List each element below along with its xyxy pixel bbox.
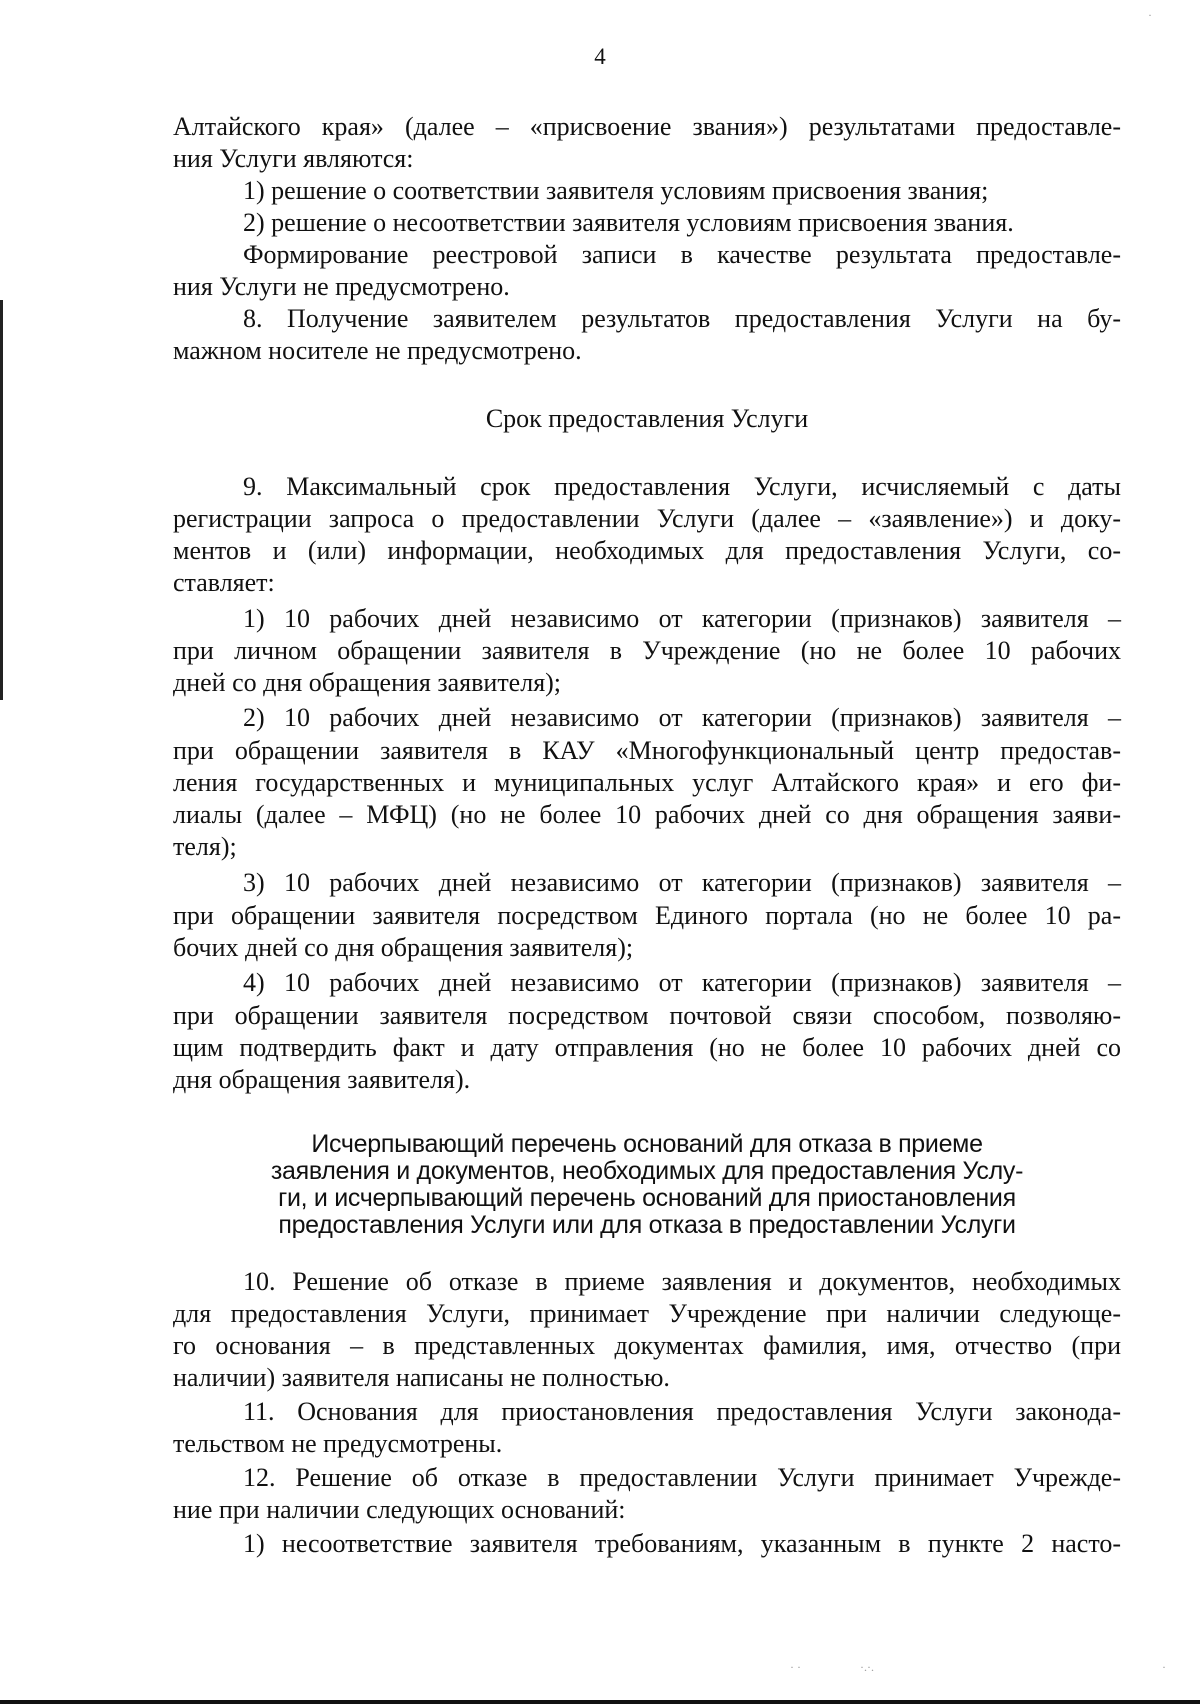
text-line: 3) 10 рабочих дней независимо от категории (признаков) заявителя – bbox=[243, 868, 1121, 897]
text-line: 9. Максимальный срок предоставления Услуги, исчисляемый с даты bbox=[243, 472, 1121, 501]
text-line: тельством не предусмотрены. bbox=[173, 1429, 503, 1458]
text-line: ния Услуги являются: bbox=[173, 144, 414, 173]
text-line: мажном носителе не предусмотрено. bbox=[173, 336, 582, 365]
text-line: при обращении заявителя посредством Единого портала (но не более 10 ра- bbox=[173, 901, 1121, 930]
text-line: Алтайского края» (далее – «присвоение звания») результатами предоставле- bbox=[173, 112, 1121, 141]
section-heading-line: Исчерпывающий перечень оснований для отказа в приеме bbox=[311, 1130, 983, 1158]
text-line: ние при наличии следующих оснований: bbox=[173, 1495, 626, 1524]
text-line: ментов и (или) информации, необходимых для предоставления Услуги, со- bbox=[173, 536, 1121, 565]
text-line: при обращении заявителя в КАУ «Многофункциональный центр предостав- bbox=[173, 736, 1121, 765]
text-line: дней со дня обращения заявителя); bbox=[173, 668, 562, 697]
text-line: регистрации запроса о предоставлении Услуги (далее – «заявление») и доку- bbox=[173, 504, 1121, 533]
text-line: Формирование реестровой записи в качестве результата предоставле- bbox=[243, 240, 1121, 269]
text-line: 10. Решение об отказе в приеме заявления и документов, необходимых bbox=[243, 1267, 1121, 1296]
text-line: ставляет: bbox=[173, 568, 275, 597]
section-heading-line: ги, и исчерпывающий перечень оснований для приостановления bbox=[278, 1184, 1016, 1212]
text-line: 2) решение о несоответствии заявителя условиям присвоения звания. bbox=[243, 208, 1014, 237]
text-line: 1) несоответствие заявителя требованиям, указанным в пункте 2 насто- bbox=[243, 1529, 1121, 1558]
text-line: дня обращения заявителя). bbox=[173, 1065, 471, 1094]
section-heading-line: заявления и документов, необходимых для предоставления Услу- bbox=[270, 1157, 1024, 1185]
section-heading-line: предоставления Услуги или для отказа в предоставлении Услуги bbox=[278, 1211, 1016, 1239]
scan-edge bbox=[0, 300, 3, 700]
text-line: при обращении заявителя посредством почтовой связи способом, позволяю- bbox=[173, 1001, 1121, 1030]
text-line: 12. Решение об отказе в предоставлении Услуги принимает Учрежде- bbox=[243, 1463, 1121, 1492]
scan-edge bbox=[0, 1700, 1200, 1704]
scan-speck: ·.·. bbox=[860, 1660, 874, 1674]
text-line: ления государственных и муниципальных услуг Алтайского края» и его фи- bbox=[173, 768, 1121, 797]
scan-speck: · bbox=[1162, 1660, 1166, 1674]
text-line: 4) 10 рабочих дней независимо от категории (признаков) заявителя – bbox=[243, 968, 1121, 997]
section-heading: Срок предоставления Услуги bbox=[485, 404, 809, 433]
scan-speck: · bbox=[1148, 8, 1152, 22]
text-line: наличии) заявителя написаны не полностью. bbox=[173, 1363, 670, 1392]
text-line: при личном обращении заявителя в Учреждение (но не более 10 рабочих bbox=[173, 636, 1121, 665]
text-line: для предоставления Услуги, принимает Учреждение при наличии следующе- bbox=[173, 1299, 1121, 1328]
text-line: щим подтвердить факт и дату отправления (но не более 10 рабочих дней со bbox=[173, 1033, 1121, 1062]
text-line: 11. Основания для приостановления предоставления Услуги законода- bbox=[243, 1397, 1121, 1426]
text-line: теля); bbox=[173, 832, 237, 861]
text-line: ния Услуги не предусмотрено. bbox=[173, 272, 510, 301]
text-line: 1) решение о соответствии заявителя условиям присвоения звания; bbox=[243, 176, 989, 205]
text-line: 1) 10 рабочих дней независимо от категории (признаков) заявителя – bbox=[243, 604, 1121, 633]
text-line: бочих дней со дня обращения заявителя); bbox=[173, 933, 634, 962]
page-number: 4 bbox=[594, 44, 606, 69]
text-line: 8. Получение заявителем результатов предоставления Услуги на бу- bbox=[243, 304, 1121, 333]
text-line: лиалы (далее – МФЦ) (но не более 10 рабочих дней со дня обращения заяви- bbox=[173, 800, 1121, 829]
scan-speck: · · bbox=[790, 1660, 801, 1674]
text-line: го основания – в представленных документах фамилия, имя, отчество (при bbox=[173, 1331, 1121, 1360]
text-line: 2) 10 рабочих дней независимо от категории (признаков) заявителя – bbox=[243, 703, 1121, 732]
